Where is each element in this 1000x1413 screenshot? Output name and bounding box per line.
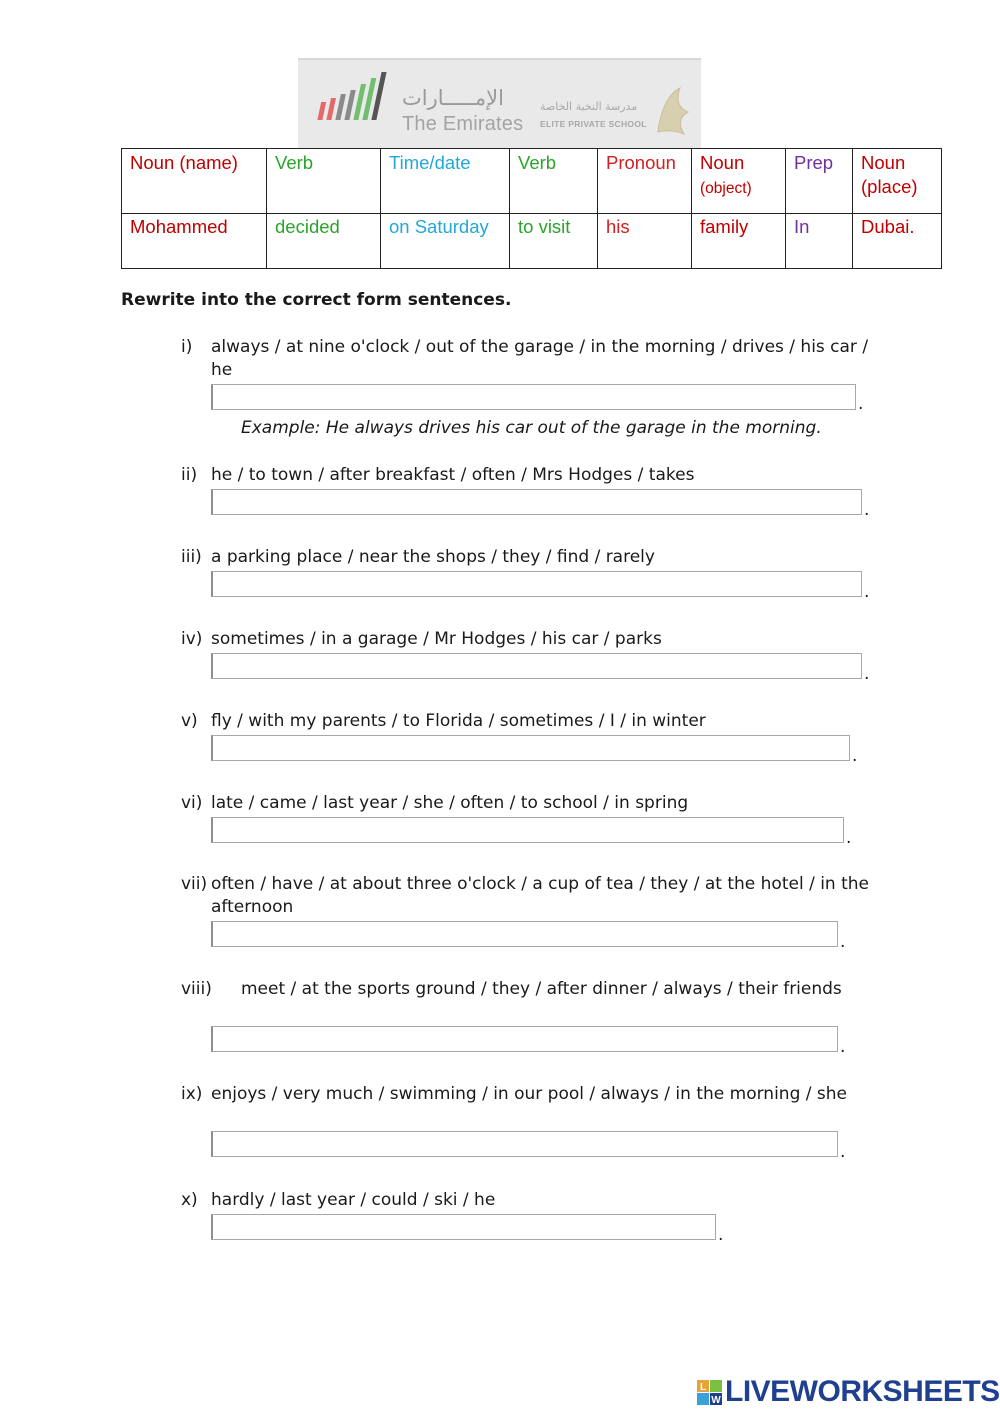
cell-noun-name: Mohammed <box>122 214 267 269</box>
table-header-row <box>122 149 942 214</box>
sentence-end-dot: . <box>840 1037 846 1057</box>
item-prompt: a parking place / near the shops / they / find / rarely <box>211 547 655 567</box>
item-prompt: late / came / last year / she / often / to school / in spring <box>211 793 689 813</box>
sentence-end-dot: . <box>864 582 870 602</box>
answer-input-10[interactable] <box>211 1214 716 1240</box>
header-prep: Prep <box>786 149 853 214</box>
emirates-flag-stripes-icon <box>314 70 394 136</box>
sentence-structure-table <box>121 148 942 269</box>
item-prompt: fly / with my parents / to Florida / sometimes / I / in winter <box>211 711 706 731</box>
item-number: ix) <box>181 1084 203 1104</box>
svg-text:W: W <box>711 1395 721 1406</box>
header-pronoun: Pronoun <box>598 149 692 214</box>
item-number: ii) <box>181 465 198 485</box>
cell-noun-object: family <box>692 214 786 269</box>
answer-input-6[interactable] <box>211 817 844 843</box>
item-prompt: meet / at the sports ground / they / after dinner / always / their friends <box>241 979 842 999</box>
cell-noun-place: Dubai. <box>853 214 942 269</box>
item-prompt: sometimes / in a garage / Mr Hodges / his car / parks <box>211 629 662 649</box>
answer-input-8[interactable] <box>211 1026 838 1052</box>
sentence-end-dot: . <box>840 1142 846 1162</box>
answer-input-1[interactable] <box>211 384 856 410</box>
header-verb-2: Verb <box>510 149 598 214</box>
sentence-end-dot: . <box>718 1225 724 1245</box>
table-example-row <box>122 214 942 269</box>
sentence-end-dot: . <box>840 932 846 952</box>
logo-arabic-title: الإمـــــارات <box>402 86 504 110</box>
sentence-end-dot: . <box>864 500 870 520</box>
falcon-emblem-icon <box>650 82 694 138</box>
logo-english-title: The Emirates <box>402 113 524 135</box>
item-prompt: he / to town / after breakfast / often / Mrs Hodges / takes <box>211 465 695 485</box>
logo-arabic-school: مدرسة النخبة الخاصة <box>540 100 638 113</box>
header-verb: Verb <box>267 149 381 214</box>
cell-time-date: on Saturday <box>381 214 510 269</box>
item-number: iii) <box>181 547 202 567</box>
answer-input-5[interactable] <box>211 735 850 761</box>
item-number: vii) <box>181 874 208 894</box>
item-number: iv) <box>181 629 203 649</box>
cell-pronoun: his <box>598 214 692 269</box>
item-number: viii) <box>181 979 212 999</box>
liveworksheets-logo-icon <box>697 1380 723 1406</box>
item-prompt: enjoys / very much / swimming / in our pool / always / in the morning / she <box>211 1084 847 1104</box>
answer-input-3[interactable] <box>211 571 862 597</box>
school-logo <box>298 58 701 148</box>
item-prompt: always / at nine o'clock / out of the garage / in the morning / drives / his car / he <box>211 337 869 380</box>
header-noun-object: Noun (object) <box>692 149 786 214</box>
sentence-end-dot: . <box>852 746 858 766</box>
header-noun-place: Noun (place) <box>853 149 942 214</box>
sentence-end-dot: . <box>858 394 864 414</box>
item-number: v) <box>181 711 198 731</box>
header-noun-name: Noun (name) <box>122 149 267 214</box>
header-time-date: Time/date <box>381 149 510 214</box>
svg-text:L: L <box>699 1382 707 1393</box>
item-number: vi) <box>181 793 203 813</box>
cell-verb-2: to visit <box>510 214 598 269</box>
answer-input-7[interactable] <box>211 921 838 947</box>
answer-input-2[interactable] <box>211 489 862 515</box>
logo-english-school: ELITE PRIVATE SCHOOL <box>540 119 647 129</box>
answer-input-4[interactable] <box>211 653 862 679</box>
instruction-heading: Rewrite into the correct form sentences. <box>121 290 512 310</box>
liveworksheets-wordmark: LIVEWORKSHEETS <box>725 1375 1000 1408</box>
item-number: x) <box>181 1190 198 1210</box>
item-prompt: often / have / at about three o'clock / a cup of tea / they / at the hotel / in the afternoon <box>211 874 870 917</box>
sentence-end-dot: . <box>864 664 870 684</box>
cell-prep: In <box>786 214 853 269</box>
item-prompt: hardly / last year / could / ski / he <box>211 1190 496 1210</box>
cell-verb: decided <box>267 214 381 269</box>
answer-input-9[interactable] <box>211 1131 838 1157</box>
item-number: i) <box>181 337 193 357</box>
example-sentence: Example: He always drives his car out of the garage in the morning. <box>241 418 822 438</box>
sentence-end-dot: . <box>846 828 852 848</box>
